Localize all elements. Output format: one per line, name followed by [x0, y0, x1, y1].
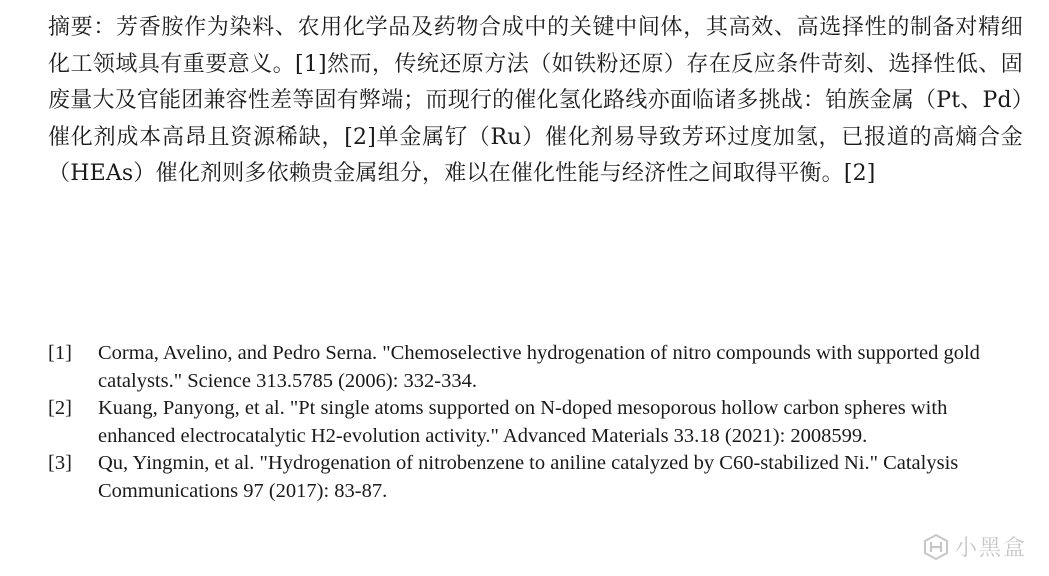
reference-item [48, 450, 1023, 505]
reference-number: [3] [48, 452, 72, 474]
reference-text: Corma, Avelino, and Pedro Serna. "Chemoselective hydrogenation of nitro compounds with supported gold catalysts." Science 313.5785 (2006): 332-334. [98, 342, 980, 392]
reference-number: [1] [48, 342, 72, 364]
watermark-text: 小黑盒 [954, 536, 1027, 561]
watermark [923, 531, 1027, 562]
reference-item [48, 340, 1023, 395]
reference-number: [2] [48, 397, 72, 419]
reference-item [48, 395, 1023, 450]
reference-text: Kuang, Panyong, et al. "Pt single atoms supported on N-doped mesoporous hollow carbon spheres with enhanced electrocatalytic H2-evolution activity." Advanced Materials 33.18 (2021): 2008599. [98, 397, 948, 447]
heybox-logo-icon [923, 534, 949, 560]
reference-text: Qu, Yingmin, et al. "Hydrogenation of nitrobenzene to aniline catalyzed by C60-stabilized Ni." Catalysis Communications 97 (2017): 83-87. [98, 452, 959, 502]
reference-list [48, 340, 1023, 505]
abstract-paragraph: 摘要：芳香胺作为染料、农用化学品及药物合成中的关键中间体，其高效、高选择性的制备对精细化工领域具有重要意义。[1]然而，传统还原方法（如铁粉还原）存在反应条件苛刻、选择性低、固废量大及官能团兼容性差等固有弊端；而现行的催化氢化路线亦面临诸多挑战：铂族金属（Pt、Pd）催化剂成本高昂且资源稀缺，[2]单金属钌（Ru）催化剂易导致芳环过度加氢，已报道的高熵合金（HEAs）催化剂则多依赖贵金属组分，难以在催化性能与经济性之间取得平衡。[2] [48, 15, 1023, 186]
